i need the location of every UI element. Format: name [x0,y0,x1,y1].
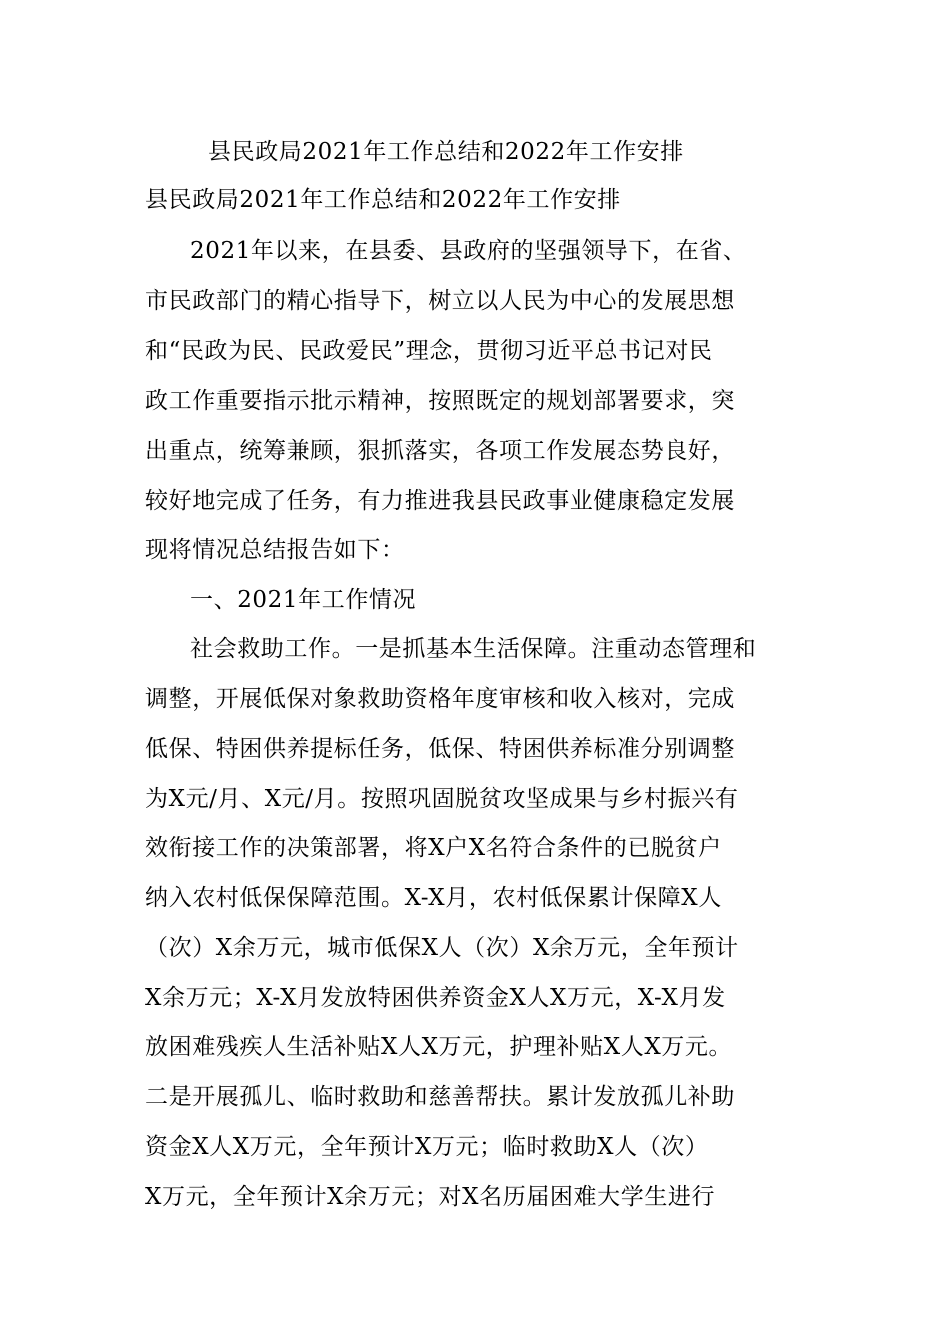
document-title: 县民政局2021年工作总结和2022年工作安排 [208,139,684,165]
paragraph-line: 较好地完成了任务，有力推进我县民政事业健康稳定发展 [145,488,735,514]
paragraph-line: 低保、特困供养提标任务，低保、特困供养标准分别调整 [145,736,735,762]
document-subtitle: 县民政局2021年工作总结和2022年工作安排 [145,187,621,213]
paragraph-line: 调整，开展低保对象救助资格年度审核和收入核对，完成 [145,686,735,712]
paragraph-line: 现将情况总结报告如下： [145,537,405,563]
paragraph-line: 和“民政为民、民政爱民”理念，贯彻习近平总书记对民 [145,338,713,364]
paragraph-line: 政工作重要指示批示精神，按照既定的规划部署要求，突 [145,388,735,414]
paragraph-line: 资金X人X万元，全年预计X万元；临时救助X人（次） [145,1134,709,1160]
paragraph-line: 为X元/月、X元/月。按照巩固脱贫攻坚成果与乡村振兴有 [145,786,739,812]
paragraph-line: 效衔接工作的决策部署，将X户X名符合条件的已脱贫户 [145,835,722,861]
paragraph-line: X万元，全年预计X余万元；对X名历届困难大学生进行 [145,1184,716,1210]
paragraph-line: 2021年以来，在县委、县政府的坚强领导下，在省、 [190,238,747,264]
paragraph-line: （次）X余万元，城市低保X人（次）X余万元，全年预计 [145,935,739,961]
paragraph-line: 纳入农村低保保障范围。X-X月，农村低保累计保障X人 [145,885,722,911]
paragraph-line: 出重点，统筹兼顾，狠抓落实，各项工作发展态势良好， [145,438,735,464]
section-heading: 一、2021年工作情况 [190,587,417,613]
paragraph-line: 二是开展孤儿、临时救助和慈善帮扶。累计发放孤儿补助 [145,1084,735,1110]
paragraph-line: X余万元；X-X月发放特困供养资金X人X万元，X-X月发 [145,985,726,1011]
paragraph-line: 市民政部门的精心指导下，树立以人民为中心的发展思想 [145,288,735,314]
paragraph-line: 社会救助工作。一是抓基本生活保障。注重动态管理和 [190,636,757,662]
paragraph-line: 放困难残疾人生活补贴X人X万元，护理补贴X人X万元。 [145,1034,733,1060]
